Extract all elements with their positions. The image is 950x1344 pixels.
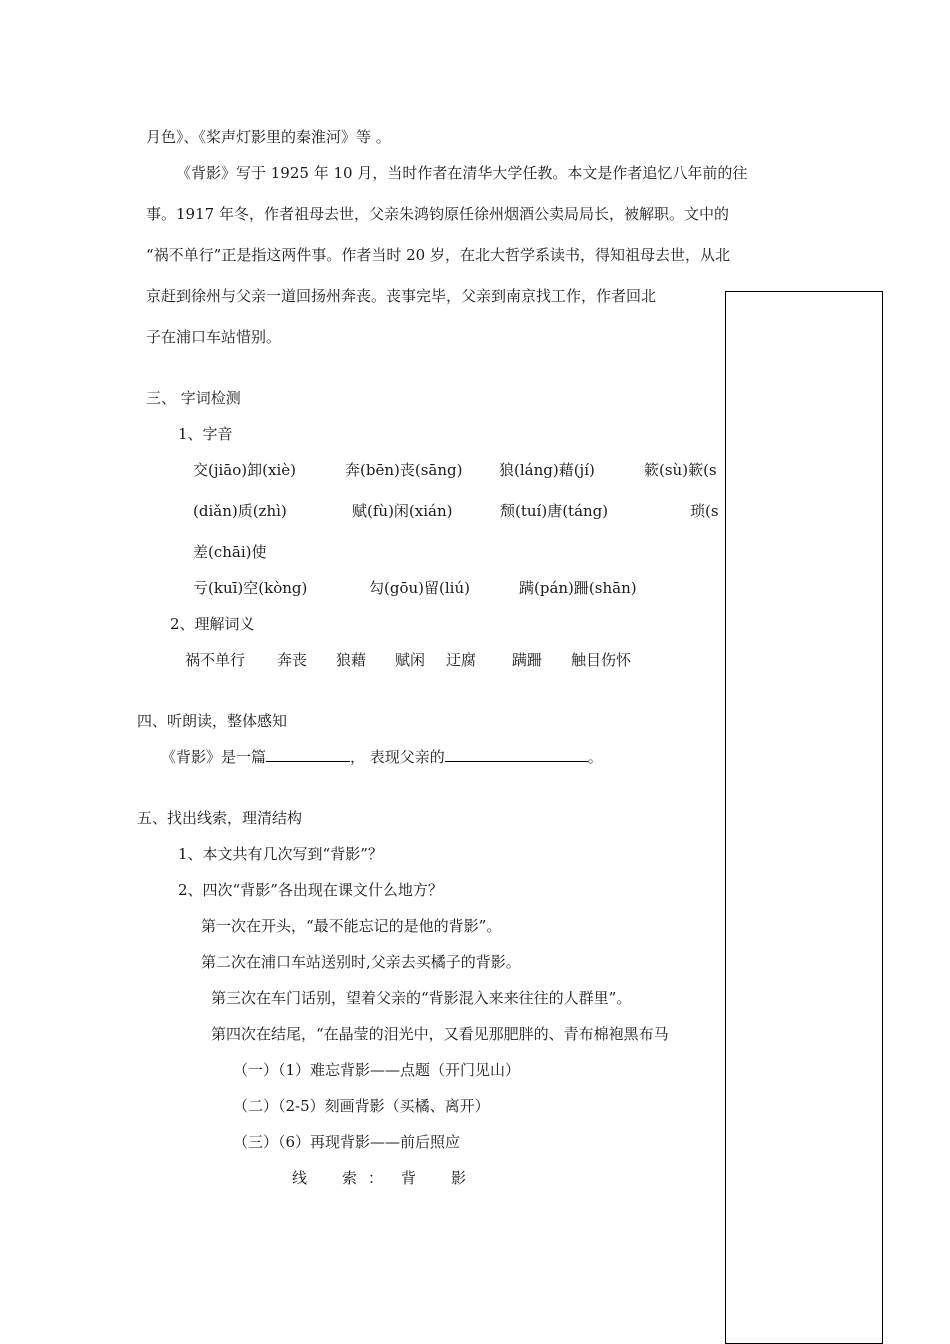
sentence-part-a: 《背影》是一篇 [161,748,267,766]
section-3-heading: 三、 字词检测 [146,389,241,407]
pinyin-item: 蹒(pán)跚(shān) [519,579,637,597]
clue-char: 索 [342,1169,358,1187]
sentence-part-b: ， 表现父亲的 [350,748,445,766]
clue-char: 影 [451,1169,467,1187]
question-2: 2、四次“背影”各出现在课文什么地方？ [178,881,443,899]
intro-line-1: 《背影》写于 1925 年 10 月，当时作者在清华大学任教。本文是作者追忆八年前的往 [176,164,748,182]
fill-in-sentence [161,747,603,767]
pinyin-item: 差(chāi)使 [193,543,267,561]
pinyin-item: 交(jiāo)卸(xiè) [193,461,296,479]
pinyin-item: 狼(láng)藉(jí) [499,461,595,479]
section-4-heading: 四、听朗读，整体感知 [137,712,288,730]
vocab-word: 奔丧 [277,651,308,669]
vocab-word: 蹒跚 [512,651,543,669]
vocab-word: 赋闲 [395,651,426,669]
pinyin-item: 勾(gōu)留(liú) [369,579,470,597]
vocab-word: 祸不单行 [185,651,246,669]
answer-1: 第一次在开头，“最不能忘记的是他的背影”。 [201,917,502,935]
vocab-word: 迂腐 [446,651,477,669]
question-1: 1、本文共有几次写到“背影”？ [178,845,383,863]
pinyin-item: 簌(sù)簌(s [644,461,717,479]
section-3-sub-2: 2、理解词义 [170,615,255,633]
vocab-word: 触目伤怀 [571,651,632,669]
pinyin-item: 奔(bēn)丧(sāng) [345,461,463,479]
intro-line-2: 事。1917 年冬，作者祖母去世，父亲朱鸿钧原任徐州烟酒公卖局局长，被解职。文中的 [146,205,729,223]
pinyin-item: 颓(tuí)唐(táng) [500,502,609,520]
sentence-part-c: 。 [587,748,603,766]
clue-char: 背 [401,1169,417,1187]
clue-char: ： [368,1169,384,1187]
structure-part-1: （一）（1）难忘背影——点题（开门见山） [233,1061,521,1079]
structure-part-3: （三）（6）再现背影——前后照应 [233,1133,461,1151]
pinyin-item: (diǎn)质(zhì) [193,502,287,520]
structure-part-2: （二）（2-5）刻画背影（买橘、离开） [233,1097,490,1115]
intro-line-5: 子在浦口车站惜别。 [146,328,282,346]
blank-genre[interactable] [266,747,350,762]
overlay-text-box [725,291,883,1344]
intro-line-3: “祸不单行”正是指这两件事。作者当时 20 岁，在北大哲学系读书，得知祖母去世，从北 [146,246,730,264]
intro-line-4: 京赶到徐州与父亲一道回扬州奔丧。丧事完毕，父亲到南京找工作，作者回北 [146,287,657,305]
blank-theme[interactable] [445,747,588,762]
section-3-sub-1: 1、字音 [178,425,233,443]
pinyin-item: 赋(fù)闲(xián) [352,502,453,520]
intro-line-0: 月色》、《桨声灯影里的秦淮河》等 。 [146,128,391,146]
answer-3: 第三次在车门话别，望着父亲的“背影混入来来往往的人群里”。 [211,989,632,1007]
pinyin-item: 亏(kuī)空(kòng) [193,579,308,597]
vocab-word: 狼藉 [336,651,367,669]
clue-char: 线 [292,1169,308,1187]
answer-4: 第四次在结尾，“在晶莹的泪光中，又看见那肥胖的、青布棉袍黑布马 [211,1025,669,1043]
pinyin-item: 琐(s [690,502,719,520]
section-5-heading: 五、找出线索，理清结构 [137,809,303,827]
answer-2: 第二次在浦口车站送别时,父亲去买橘子的背影。 [201,953,521,971]
